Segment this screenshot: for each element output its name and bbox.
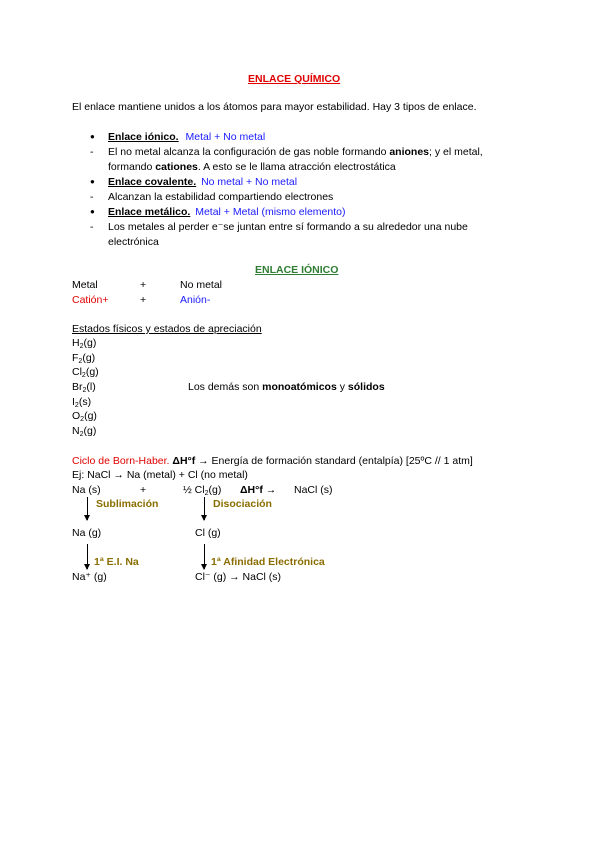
arrow-down-icon (204, 544, 205, 569)
sublimacion-label: Sublimación (96, 498, 159, 510)
bh-plus: + (140, 484, 147, 496)
ionic-section-title: ENLACE IÓNICO (255, 264, 339, 276)
state-o2: $O_2(g)$ (72, 410, 97, 423)
born-haber-label: Ciclo de Born-Haber. (72, 455, 170, 467)
ionic-desc-line2: formando cationes. A esto se le llama atracción electrostática (108, 161, 396, 173)
metallic-bond-pair: Metal + Metal (mismo elemento) (195, 206, 346, 218)
ionic-bond-item (108, 131, 265, 143)
state-h2: $H_2(g)$ (72, 337, 97, 350)
states-heading: Estados físicos y estados de apreciación (72, 323, 262, 335)
page-title: ENLACE QUÍMICO (248, 73, 341, 85)
state-br2: $Br_2(l)$ (72, 381, 96, 394)
covalent-bond-item (108, 176, 297, 188)
state-i2: $I_2(s)$ (72, 396, 92, 409)
ionic-row1-nonmetal: No metal (180, 279, 223, 291)
na-cation: Na⁺ (g) (72, 571, 107, 583)
arrow-down-icon (87, 544, 88, 569)
disociacion-label: Disociación (213, 498, 272, 510)
na-gas: Na (g) (72, 527, 102, 539)
ionic-row2-anion: Anión- (180, 294, 211, 306)
cl-anion-to-nacl: Cl⁻ (g) → NaCl (s) (195, 571, 282, 583)
delta-hf-arrow: ΔH°f → (240, 484, 277, 496)
monoatomic-note: Los demás son monoatómicos y sólidos (188, 381, 385, 393)
state-cl2: $Cl_2(g)$ (72, 366, 99, 379)
afinidad-label: 1ª Afinidad Electrónica (211, 556, 325, 568)
state-n2: $N_2(g)$ (72, 425, 97, 438)
born-haber-line: Ciclo de Born-Haber. ΔH°f → Energía de formación standard (entalpía) [25ºC // 1 atm] (72, 455, 473, 467)
arrow-down-icon (87, 497, 88, 520)
metallic-desc-line2: electrónica (108, 236, 159, 248)
delta-hf: ΔH°f (172, 455, 196, 467)
ionic-row2-plus: + (140, 294, 147, 306)
covalent-desc: - Alcanzan la estabilidad compartiendo electrones (108, 191, 333, 203)
ionic-row1-plus: + (140, 279, 147, 291)
ionic-bond-pair: Metal + No metal (185, 131, 266, 143)
example-line: Ej: NaCl → Na (metal) + Cl (no metal) (72, 469, 248, 481)
ionic-row2-cation: Catión+ (72, 294, 109, 306)
arrow-down-icon (204, 497, 205, 520)
metallic-bond-item (108, 206, 345, 218)
covalent-bond-name: Enlace covalente. (108, 176, 197, 188)
ei-label: 1ª E.I. Na (94, 556, 139, 568)
covalent-bond-pair: No metal + No metal (201, 176, 298, 188)
state-f2: $F_2(g)$ (72, 352, 96, 365)
metallic-desc-line1: - Los metales al perder e⁻se juntan entre sí formando a su alrededor una nube (108, 221, 468, 233)
na-solid: Na (s) (72, 484, 101, 496)
metallic-bond-name: Enlace metálico. (108, 206, 191, 218)
cl-gas: Cl (g) (195, 527, 221, 539)
half-cl2: ½ $Cl_2(g)$ (183, 484, 222, 497)
intro-text: El enlace mantiene unidos a los átomos para mayor estabilidad. Hay 3 tipos de enlace. (72, 101, 477, 113)
ionic-row1-metal: Metal (72, 279, 98, 291)
ionic-bond-name: Enlace iónico. (108, 131, 179, 143)
ionic-desc-line1: - El no metal alcanza la configuración de gas noble formando aniones; y el metal, (108, 146, 483, 158)
nacl-solid: NaCl (s) (294, 484, 333, 496)
